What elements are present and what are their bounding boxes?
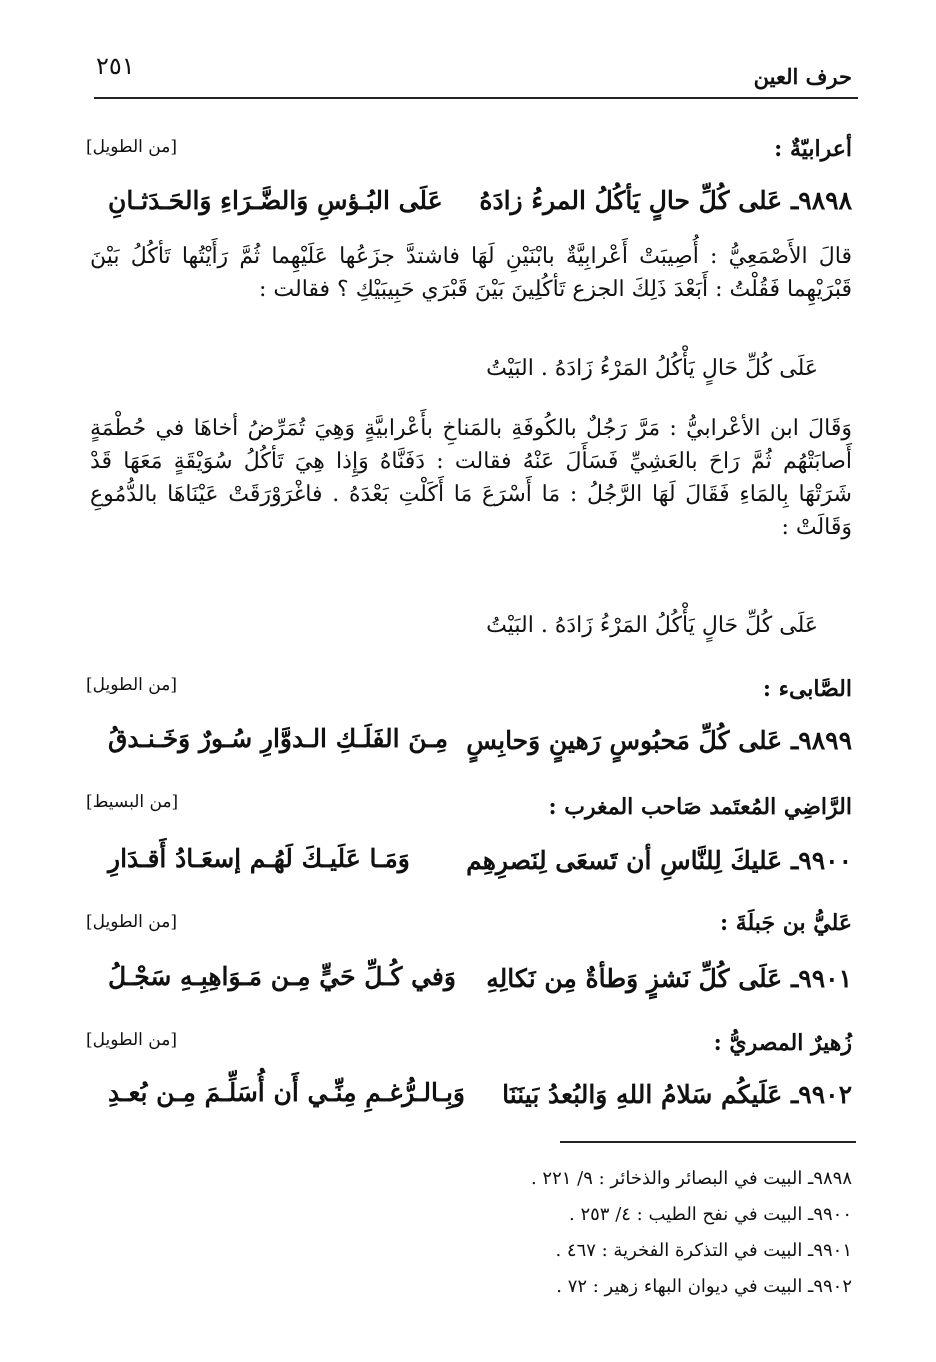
prose-paragraph: وَقَالَ ابن الأعْرابيُّ : مَرَّ رَجُلٌ بالكُوفَةِ بالمَناخِ بأَعْرابيَّةٍ وَهِيَ تُمَرِّضُ أخاهَا في حُطْمَةٍ أَصابَتْهُم ثُمَّ رَاحَ بالعَشِيِّ فَسَأَلَ عَنْهُ فقالت : دَفَنَّاهُ وَإِذا هِيَ تَأكُلُ سُوَيْقَةٍ مَعَهَا قَدْ شَرَتْهَا بِالمَاءِ فَقَالَ لَهَا الرَّجُلُ : مَا أَسْرَعَ مَا أَكَلْتِ بَعْدَهُ . فاغْرَوْرَقَتْ عَيْنَاهَا بالدُّمُوعِ وَقَالَتْ : xyxy=(90,416,852,540)
verse-second-hemistich: وَمَـا عَلَيـكَ لَهُـم إسعَـادُ أَقـدَارِ xyxy=(108,844,410,873)
verse-first-hemistich xyxy=(479,186,852,215)
verse-second-hemistich: وَفي كُـلِّ حَيٍّ مِـن مَـوَاهِبِـهِ سَجْـلُ xyxy=(108,962,456,991)
hemistich-text: عَلَى كُلِّ نَشزٍ وَطأةٌ مِن نَكالِهِ xyxy=(486,964,783,993)
hemistich-text: عَلى كُلِّ مَحبُوسٍ رَهينٍ وَحابِسٍ xyxy=(466,726,783,755)
footnote: ٩٩٠٠ـ البيت في نفح الطيب : ٤/ ٢٥٣ . xyxy=(569,1204,852,1225)
verse-number: ٩٩٠٢ـ xyxy=(790,1080,852,1109)
poet-name: الرَّاضِي المُعتَمد صَاحب المغرب : xyxy=(548,794,852,820)
header-rule xyxy=(94,97,858,99)
verse-number: ٩٩٠١ـ xyxy=(790,964,852,993)
verse-number: ٩٨٩٨ـ xyxy=(790,186,852,215)
verse-number: ٩٩٠٠ـ xyxy=(790,846,852,875)
verse-second-hemistich: مِـنَ الفَلَـكِ الـدوَّارِ سُـورٌ وَخَـنـدقُ xyxy=(108,724,449,753)
poet-name: عَليُّ بن جَبلَةَ : xyxy=(719,910,852,936)
footnote: ٩٩٠٢ـ البيت في ديوان البهاء زهير : ٧٢ . xyxy=(556,1276,852,1297)
meter-label: [من الطويل] xyxy=(86,1030,177,1050)
hemistich-text: عَلَيكُم سَلامُ اللهِ وَالبُعدُ بَينَنَا xyxy=(502,1080,783,1109)
verse-number: ٩٨٩٩ـ xyxy=(790,726,852,755)
footnote: ٩٩٠١ـ البيت في التذكرة الفخرية : ٤٦٧ . xyxy=(555,1240,852,1261)
meter-label: [من الطويل] xyxy=(86,912,177,932)
verse-first-hemistich xyxy=(486,964,852,993)
prose-paragraph: قالَ الأَصْمَعِيُّ : أُصِيبَتْ أَعْرابِيَّةٌ بابْنَيْنِ لَهَا فاشتدَّ جزَعُها عَلَيْهِما ثُمَّ رَأَيْتُها تَأكُلُ بَيْنَ قَبْرَيْهِما فَقُلْتُ : أَبَعْدَ ذَلِكَ الجزع تَأكُلِينَ بَيْنَ قَبْرَي حَبِيبَيْكِ ؟ فقالت : xyxy=(90,244,852,302)
verse-first-hemistich xyxy=(502,1080,852,1109)
hemistich-text: عَليكَ لِلنَّاسِ أن تَسعَى لِنَصرِهِم xyxy=(466,846,783,875)
meter-label: [من الطويل] xyxy=(86,675,177,695)
poet-name: الصَّابىء : xyxy=(762,676,852,702)
verse-quote: عَلَى كُلِّ حَالٍ يَأْكُلُ المَرْءُ زَادَهُ . البَيْتُ xyxy=(486,356,818,381)
verse-first-hemistich xyxy=(466,846,852,875)
meter-label: [من البسيط] xyxy=(86,792,179,812)
verse-second-hemistich: عَلَى البُـؤسِ وَالضَّـرَاءِ وَالحَـدَثـانِ xyxy=(108,186,443,215)
verse-first-hemistich xyxy=(466,726,852,755)
verse-second-hemistich: وَبِـالـرُّغـمِ مِنِّـي أَن أُسَلِّـمَ مِـن بُعـدِ xyxy=(108,1078,466,1107)
poet-name: أعرابيّةٌ : xyxy=(774,136,852,162)
footnote-rule xyxy=(560,1141,856,1143)
poet-name: زُهيرٌ المصريُّ : xyxy=(713,1030,852,1056)
running-title: حرف العين xyxy=(753,64,852,89)
page-number: ٢٥١ xyxy=(96,52,135,80)
footnote: ٩٨٩٨ـ البيت في البصائر والذخائر : ٩/ ٢٢١ . xyxy=(530,1168,852,1189)
hemistich-text: عَلى كُلِّ حالٍ يَأكُلُ المرءُ زادَهُ xyxy=(479,186,783,215)
meter-label: [من الطويل] xyxy=(86,137,177,157)
verse-quote: عَلَى كُلِّ حَالٍ يَأْكُلُ المَرْءُ زَادَهُ . البَيْتُ xyxy=(486,613,818,638)
